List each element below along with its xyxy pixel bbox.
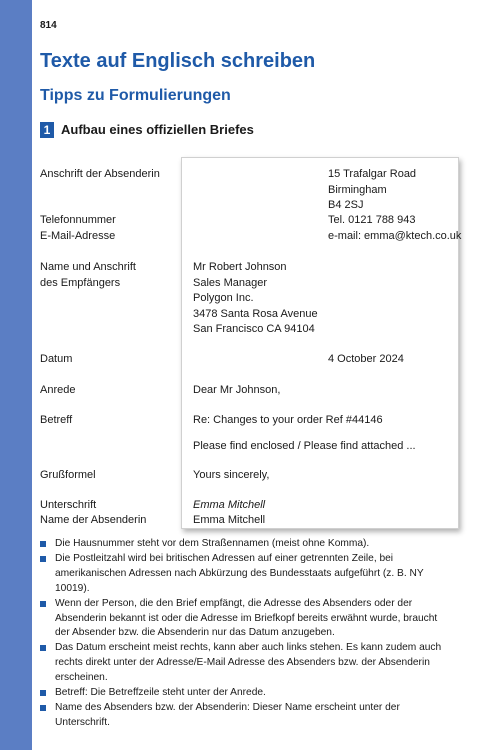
label-email: E-Mail-Adresse	[40, 230, 116, 242]
recipient-line: San Francisco CA 94104	[193, 323, 315, 335]
bullet-square-icon	[40, 601, 46, 607]
letter-email: e-mail: emma@ktech.co.uk	[328, 230, 462, 242]
list-item	[40, 641, 460, 686]
list-item-line: Die Hausnummer steht vor dem Straßennamen (meist ohne Komma).	[55, 538, 370, 549]
letter-recipient	[193, 260, 318, 338]
section-title: Aufbau eines offiziellen Briefes	[61, 122, 254, 137]
page-subtitle: Tipps zu Formulierungen	[40, 87, 231, 104]
bullet-square-icon	[40, 645, 46, 651]
bullet-square-icon	[40, 541, 46, 547]
label-closing: Grußformel	[40, 469, 96, 481]
letter-sender-name: Emma Mitchell	[193, 514, 266, 526]
address-line: Birmingham	[328, 183, 387, 196]
list-item-line: Das Datum erscheint meist rechts, kann aber auch links stehen. Es kann zudem auch	[55, 642, 442, 654]
list-item-line: Betreff: Die Betreffzeile steht unter der Anrede.	[55, 687, 266, 699]
list-item-line: Die Postleitzahl wird bei britischen Adressen auf einer getrennten Zeile, bei	[55, 552, 394, 564]
bullet-square-icon	[40, 556, 46, 562]
section-number-badge: 1	[40, 122, 54, 138]
label-recipient-line: des Empfängers	[40, 276, 121, 289]
list-item-line: Absenderin bekannt ist oder die Adresse im Briefkopf bereits erwähnt wurde, braucht	[55, 612, 438, 624]
label-sender-name: Name der Absenderin	[40, 514, 147, 526]
list-item-line: Name des Absenders bzw. der Absenderin: Dieser Name erscheint unter der	[55, 701, 400, 713]
list-item-line: erscheinen.	[55, 672, 108, 684]
page-number: 814	[40, 20, 57, 31]
letter-enclosure: Please find enclosed / Please find attached ...	[193, 440, 416, 452]
label-subject: Betreff	[40, 414, 73, 426]
list-item	[40, 686, 460, 701]
label-phone: Telefonnummer	[40, 214, 116, 226]
list-item-line: Wenn der Person, die den Brief empfängt, die Adresse des Absenders oder der	[55, 597, 413, 609]
recipient-line: 3478 Santa Rosa Avenue	[193, 307, 318, 320]
label-signature: Unterschrift	[40, 499, 97, 511]
letter-sender-address	[328, 167, 416, 214]
recipient-line: Mr Robert Johnson	[193, 261, 287, 273]
letter-date: 4 October 2024	[328, 353, 404, 365]
list-item-line: Unterschrift.	[55, 716, 110, 728]
letter-closing: Yours sincerely,	[193, 469, 270, 481]
list-item-line: rechts direkt unter der Adresse/E-Mail Adresse des Absenders bzw. der Absenderin	[55, 657, 430, 669]
list-item-line: amerikanischen Adressen nach Abkürzung des Bundesstaats aufgeführt (z. B. NY 10019).	[55, 567, 424, 594]
letter-phone: Tel. 0121 788 943	[328, 214, 416, 226]
label-recipient-line: Name und Anschrift	[40, 261, 136, 273]
address-line: 15 Trafalgar Road	[328, 168, 417, 180]
recipient-line: Sales Manager	[193, 276, 267, 289]
label-sender-address: Anschrift der Absenderin	[40, 168, 160, 180]
letter-subject: Re: Changes to your order Ref #44146	[193, 414, 383, 426]
label-date: Datum	[40, 353, 73, 365]
list-item	[40, 537, 460, 552]
list-item	[40, 701, 460, 731]
list-item-line: der Absender bzw. die Absenderin nur das Datum anzugeben.	[55, 627, 335, 639]
tips-list	[40, 537, 460, 731]
recipient-line: Polygon Inc.	[193, 292, 254, 304]
bullet-square-icon	[40, 705, 46, 711]
page-title: Texte auf Englisch schreiben	[40, 50, 316, 72]
label-recipient	[40, 260, 136, 291]
label-salutation: Anrede	[40, 384, 76, 396]
bullet-square-icon	[40, 690, 46, 696]
page-margin-band	[0, 0, 32, 750]
letter-salutation: Dear Mr Johnson,	[193, 384, 281, 396]
list-item	[40, 597, 460, 642]
address-line: B4 2SJ	[328, 199, 364, 211]
letter-signature: Emma Mitchell	[193, 499, 266, 511]
list-item	[40, 552, 460, 597]
